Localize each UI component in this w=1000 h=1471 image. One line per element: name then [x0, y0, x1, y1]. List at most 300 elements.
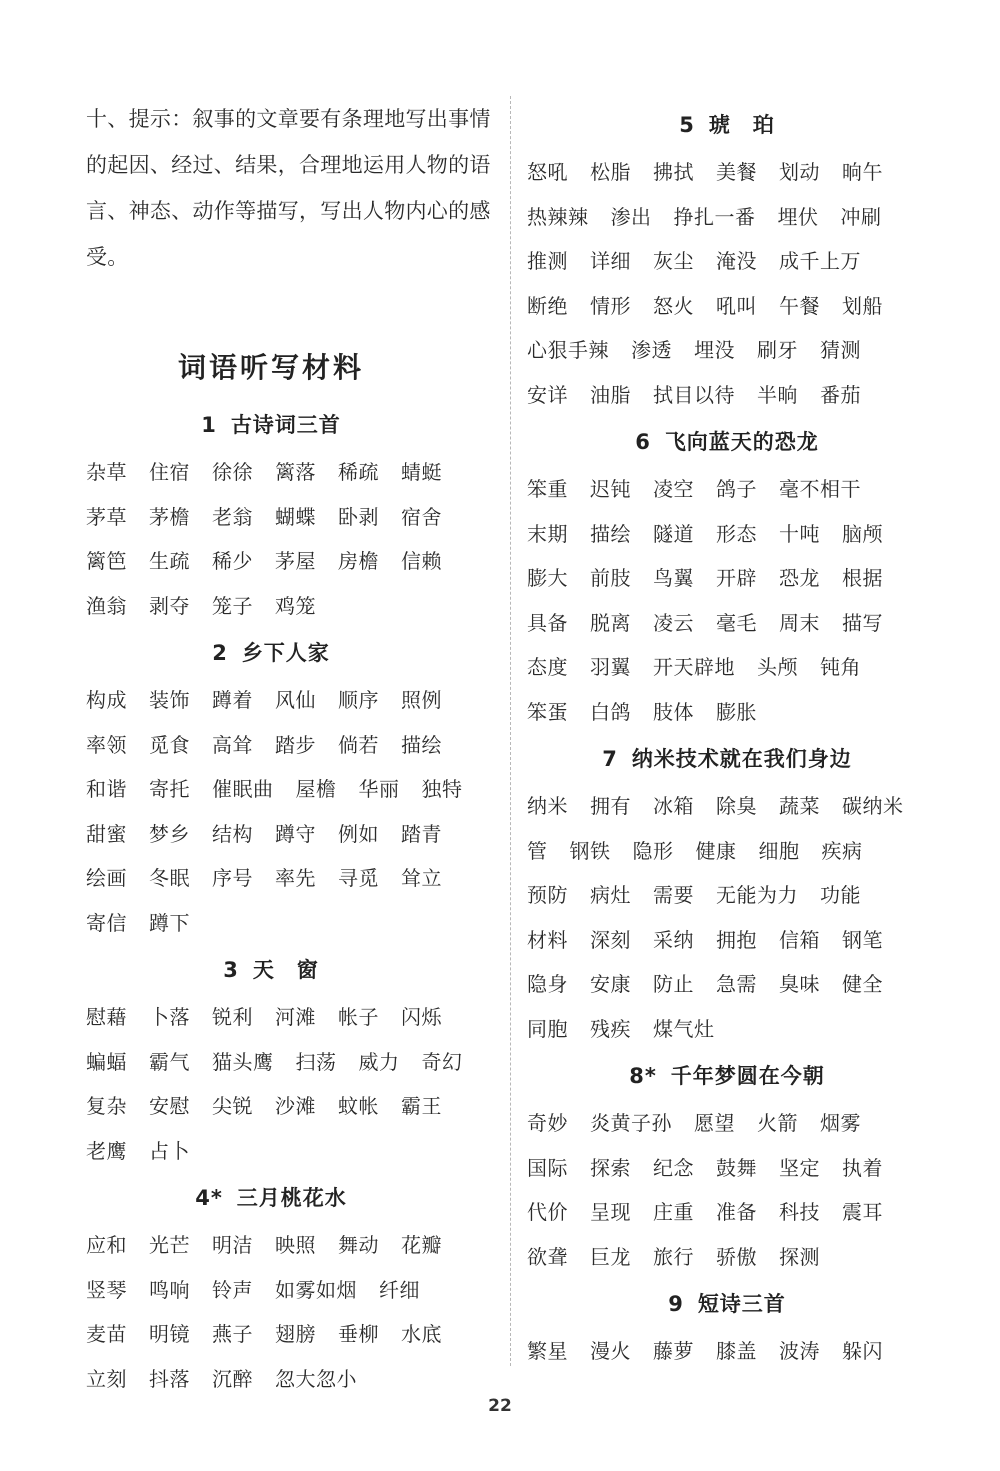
word-row — [86, 1040, 496, 1085]
lesson-section — [86, 400, 496, 628]
dictation-word: 鸟翼 — [653, 566, 694, 590]
dictation-word: 冰箱 — [653, 794, 694, 818]
dictation-word: 渗出 — [610, 204, 652, 229]
dictation-word: 屋檐 — [295, 777, 337, 801]
dictation-word: 霸气 — [149, 1049, 190, 1074]
dictation-word: 细胞 — [758, 838, 800, 863]
lesson-title-text: 乡下人家 — [241, 641, 330, 665]
dictation-word: 安康 — [590, 972, 631, 996]
page-number: 22 — [488, 1396, 512, 1416]
dictation-word: 成千上万 — [779, 249, 861, 273]
dictation-word: 觅食 — [149, 732, 190, 757]
dictation-word: 凌空 — [653, 477, 694, 501]
word-row — [527, 962, 937, 1007]
dictation-word: 刷牙 — [757, 338, 798, 362]
dictation-word: 拥抱 — [716, 927, 757, 952]
dictation-word: 心狠手辣 — [527, 338, 609, 362]
dictation-word: 蹲下 — [149, 910, 190, 935]
word-row — [86, 1357, 496, 1402]
word-row — [527, 1190, 937, 1235]
dictation-word: 笼子 — [212, 593, 253, 618]
dictation-word: 构成 — [86, 688, 127, 712]
word-row — [86, 812, 496, 857]
word-row — [86, 495, 496, 540]
lesson-number: 3 — [223, 958, 239, 982]
dictation-word: 残疾 — [590, 1016, 631, 1041]
dictation-word: 碳纳米 — [842, 794, 904, 818]
dictation-word: 寻觅 — [338, 866, 379, 890]
dictation-word: 波涛 — [779, 1339, 820, 1363]
dictation-word: 翅膀 — [275, 1322, 316, 1346]
dictation-word: 肢体 — [653, 699, 694, 724]
dictation-word: 沙滩 — [275, 1094, 316, 1118]
dictation-word: 明洁 — [212, 1233, 253, 1257]
dictation-word: 疾病 — [821, 838, 863, 863]
dictation-word: 闪烁 — [401, 1005, 442, 1029]
dictation-word: 梦乡 — [149, 821, 190, 846]
dictation-word: 划船 — [842, 293, 883, 318]
dictation-word: 松脂 — [590, 160, 631, 184]
lesson-number: 4* — [195, 1186, 223, 1210]
dictation-word: 抖落 — [149, 1366, 190, 1391]
dictation-word: 态度 — [527, 655, 568, 679]
dictation-word: 茅屋 — [275, 549, 316, 573]
lesson-title-text: 纳米技术就在我们身边 — [631, 747, 852, 771]
dictation-word: 推测 — [527, 249, 568, 273]
word-row — [86, 1129, 496, 1174]
dictation-word: 臭味 — [779, 972, 820, 996]
dictation-word: 隐身 — [527, 972, 568, 996]
dictation-word: 具备 — [527, 610, 568, 635]
dictation-word: 奇幻 — [421, 1049, 463, 1074]
dictation-word: 探测 — [779, 1244, 820, 1269]
dictation-word: 和谐 — [86, 777, 127, 801]
dictation-word: 房檐 — [338, 549, 379, 573]
dictation-word: 热辣辣 — [527, 204, 589, 229]
dictation-word: 踏步 — [275, 732, 316, 757]
word-row — [86, 584, 496, 629]
dictation-word: 羽翼 — [590, 655, 631, 679]
dictation-word: 扫荡 — [295, 1049, 337, 1074]
word-row — [527, 195, 937, 240]
dictation-word: 划动 — [779, 160, 820, 184]
dictation-word: 应和 — [86, 1233, 127, 1257]
dictation-word: 膨大 — [527, 566, 568, 590]
dictation-word: 半晌 — [757, 382, 798, 407]
dictation-word: 率领 — [86, 732, 127, 757]
dictation-word: 愿望 — [694, 1111, 735, 1135]
dictation-word: 前肢 — [590, 566, 631, 590]
dictation-word: 信箱 — [779, 927, 820, 952]
dictation-word: 篱笆 — [86, 549, 127, 573]
dictation-word: 脑颅 — [842, 521, 883, 546]
word-row — [86, 1223, 496, 1268]
word-row — [527, 1007, 937, 1052]
dictation-word: 卜落 — [149, 1005, 190, 1029]
dictation-word: 埋伏 — [777, 204, 819, 229]
dictation-word: 防止 — [653, 972, 694, 996]
dictation-word: 踏青 — [401, 821, 442, 846]
dictation-word: 寄托 — [149, 777, 190, 801]
lesson-section — [527, 417, 937, 734]
dictation-word: 欲聋 — [527, 1244, 568, 1269]
dictation-word: 健全 — [842, 972, 883, 996]
lesson-number: 9 — [668, 1292, 684, 1316]
dictation-word: 拭目以待 — [653, 382, 735, 407]
writing-tip-paragraph: 十、提示：叙事的文章要有条理地写出事情的起因、经过、结果，合理地运用人物的语言、神态、动作等描写，写出人物内心的感受。 — [86, 107, 491, 269]
dictation-word: 舞动 — [338, 1233, 379, 1257]
word-row — [86, 1084, 496, 1129]
dictation-word: 断绝 — [527, 293, 568, 318]
dictation-word: 煤气灶 — [653, 1016, 715, 1041]
dictation-word: 竖琴 — [86, 1277, 127, 1302]
dictation-word: 慰藉 — [86, 1005, 127, 1029]
dictation-word: 水底 — [401, 1322, 442, 1346]
dictation-word: 燕子 — [212, 1322, 253, 1346]
lesson-section — [86, 628, 496, 945]
dictation-word: 奇妙 — [527, 1111, 568, 1135]
dictation-word: 吼叫 — [716, 293, 757, 318]
word-row — [86, 1312, 496, 1357]
dictation-word: 风仙 — [275, 688, 316, 712]
lesson-section — [527, 734, 937, 1051]
dictation-word: 灰尘 — [653, 249, 694, 273]
dictation-word: 坚定 — [779, 1155, 820, 1180]
dictation-word: 猜测 — [820, 338, 861, 362]
word-row — [527, 556, 937, 601]
lesson-title — [86, 1173, 456, 1223]
dictation-word: 蝙蝠 — [86, 1049, 127, 1074]
dictation-word: 序号 — [212, 866, 253, 890]
dictation-word: 藤萝 — [653, 1339, 694, 1363]
lesson-title-text: 短诗三首 — [697, 1292, 786, 1316]
dictation-word: 形态 — [716, 521, 757, 546]
dictation-word: 预防 — [527, 883, 568, 907]
dictation-word: 火箭 — [757, 1111, 798, 1135]
dictation-word: 高耸 — [212, 732, 253, 757]
lesson-title — [527, 734, 927, 784]
dictation-word: 住宿 — [149, 460, 190, 484]
dictation-word: 描写 — [842, 610, 883, 635]
dictation-word: 安慰 — [149, 1094, 190, 1118]
dictation-word: 深刻 — [590, 927, 631, 952]
dictation-word: 拥有 — [590, 794, 631, 818]
dictation-word: 科技 — [779, 1200, 820, 1224]
dictation-word: 顺序 — [338, 688, 379, 712]
dictation-word: 美餐 — [716, 160, 757, 184]
page-title: 词语听写材料 — [177, 351, 364, 384]
dictation-word: 独特 — [421, 777, 463, 801]
dictation-word: 笨重 — [527, 477, 568, 501]
word-row — [527, 690, 937, 735]
dictation-word: 杂草 — [86, 460, 127, 484]
dictation-word: 病灶 — [590, 883, 631, 907]
word-row — [527, 784, 937, 829]
lesson-title — [527, 100, 927, 150]
lesson-number: 8* — [629, 1064, 657, 1088]
dictation-word: 漫火 — [590, 1339, 631, 1363]
dictation-word: 埋没 — [694, 338, 735, 362]
word-row — [527, 601, 937, 646]
left-sections — [86, 400, 496, 1401]
dictation-word: 徐徐 — [212, 460, 253, 484]
dictation-word: 篱落 — [275, 460, 316, 484]
dictation-word: 卧剥 — [338, 504, 379, 529]
dictation-word: 鸽子 — [716, 477, 757, 501]
word-row — [527, 328, 937, 373]
dictation-word: 钝角 — [820, 655, 861, 679]
dictation-word: 钢铁 — [569, 838, 611, 863]
dictation-word: 躲闪 — [842, 1339, 883, 1363]
dictation-word: 锐利 — [212, 1005, 253, 1029]
dictation-word: 冬眠 — [149, 866, 190, 890]
dictation-word: 沉醉 — [212, 1366, 253, 1391]
dictation-word: 冲刷 — [840, 204, 882, 229]
dictation-word: 照例 — [401, 688, 442, 712]
lesson-title-text: 飞向蓝天的恐龙 — [664, 430, 819, 454]
dictation-word: 茅草 — [86, 504, 127, 529]
lesson-title-text: 天 窗 — [252, 958, 319, 982]
dictation-word: 渗透 — [631, 338, 672, 362]
dictation-word: 麦苗 — [86, 1322, 127, 1346]
lesson-title — [86, 400, 456, 450]
dictation-word: 结构 — [212, 821, 253, 846]
dictation-word: 炎黄子孙 — [590, 1111, 672, 1135]
dictation-word: 需要 — [653, 883, 694, 907]
left-column — [86, 0, 496, 1401]
lesson-number: 5 — [679, 113, 695, 137]
lesson-title-text: 古诗词三首 — [230, 413, 341, 437]
dictation-word: 同胞 — [527, 1016, 568, 1041]
dictation-word: 怒火 — [653, 293, 694, 318]
word-row — [86, 539, 496, 584]
dictation-word: 明镜 — [149, 1322, 190, 1346]
word-row — [527, 1235, 937, 1280]
dictation-word: 庄重 — [653, 1200, 694, 1224]
word-row — [527, 645, 937, 690]
lesson-number: 6 — [635, 430, 651, 454]
word-row — [527, 467, 937, 512]
dictation-word: 描绘 — [401, 732, 442, 757]
dictation-word: 复杂 — [86, 1094, 127, 1118]
dictation-word: 晌午 — [842, 160, 883, 184]
dictation-word: 无能为力 — [716, 883, 798, 907]
word-row — [527, 373, 937, 418]
dictation-word: 铃声 — [212, 1277, 253, 1302]
dictation-word: 蹲着 — [212, 688, 253, 712]
dictation-word: 膨胀 — [716, 699, 757, 724]
dictation-word: 开辟 — [716, 566, 757, 590]
dictation-word: 霸王 — [401, 1094, 442, 1118]
lesson-number: 7 — [602, 747, 618, 771]
right-sections — [527, 100, 937, 1374]
dictation-word: 安详 — [527, 382, 568, 407]
dictation-word: 拂拭 — [653, 160, 694, 184]
dictation-word: 白鸽 — [590, 699, 631, 724]
dictation-word: 执着 — [842, 1155, 883, 1180]
dictation-word: 除臭 — [716, 794, 757, 818]
dictation-word: 纳米 — [527, 794, 568, 818]
dictation-word: 倘若 — [338, 732, 379, 757]
dictation-word: 健康 — [695, 838, 737, 863]
dictation-word: 急需 — [716, 972, 757, 996]
dictation-word: 巨龙 — [590, 1244, 631, 1269]
dictation-word: 茅檐 — [149, 504, 190, 529]
word-row — [527, 918, 937, 963]
dictation-word: 准备 — [716, 1200, 757, 1224]
dictation-word: 蔬菜 — [779, 794, 820, 818]
dictation-word: 河滩 — [275, 1005, 316, 1029]
dictation-word: 垂柳 — [338, 1322, 379, 1346]
word-row — [527, 1146, 937, 1191]
word-row — [86, 995, 496, 1040]
word-row — [527, 512, 937, 557]
dictation-word: 占卜 — [149, 1138, 190, 1163]
word-row — [86, 723, 496, 768]
dictation-word: 鸡笼 — [275, 593, 316, 618]
word-row — [86, 901, 496, 946]
dictation-word: 详细 — [590, 249, 631, 273]
dictation-word: 凌云 — [653, 610, 694, 635]
dictation-word: 甜蜜 — [86, 821, 127, 846]
column-divider — [510, 96, 511, 1366]
dictation-word: 率先 — [275, 866, 316, 890]
dictation-word: 映照 — [275, 1233, 316, 1257]
dictation-word: 脱离 — [590, 610, 631, 635]
dictation-word: 装饰 — [149, 688, 190, 712]
dictation-word: 挣扎一番 — [673, 204, 756, 229]
dictation-word: 猫头鹰 — [212, 1049, 274, 1074]
dictation-word: 隐形 — [632, 838, 674, 863]
lesson-title — [86, 945, 456, 995]
lesson-title-text: 三月桃花水 — [236, 1186, 347, 1210]
dictation-word: 周末 — [779, 610, 820, 635]
dictation-word: 材料 — [527, 927, 568, 952]
dictation-word: 旅行 — [653, 1244, 694, 1269]
dictation-word: 繁星 — [527, 1339, 568, 1363]
dictation-word: 开天辟地 — [653, 655, 735, 679]
right-column — [527, 0, 937, 1374]
dictation-word: 探索 — [590, 1155, 631, 1180]
dictation-word: 帐子 — [338, 1005, 379, 1029]
dictation-word: 稀少 — [212, 549, 253, 573]
dictation-word: 隧道 — [653, 521, 694, 546]
dictation-word: 采纳 — [653, 927, 694, 952]
dictation-word: 渔翁 — [86, 593, 127, 618]
dictation-word: 宿舍 — [401, 504, 442, 529]
lesson-number: 2 — [212, 641, 228, 665]
dictation-word: 怒吼 — [527, 160, 568, 184]
dictation-word: 迟钝 — [590, 477, 631, 501]
dictation-word: 代价 — [527, 1200, 568, 1224]
dictation-word: 番茄 — [820, 382, 861, 407]
dictation-word: 管 — [527, 838, 548, 863]
dictation-word: 威力 — [358, 1049, 400, 1074]
lesson-title-text: 千年梦圆在今朝 — [670, 1064, 825, 1088]
dictation-word: 淹没 — [716, 249, 757, 273]
word-row — [527, 239, 937, 284]
dictation-word: 毫不相干 — [779, 477, 861, 501]
lesson-section — [527, 100, 937, 417]
dictation-word: 骄傲 — [716, 1244, 757, 1269]
word-row — [527, 284, 937, 329]
dictation-word: 呈现 — [590, 1200, 631, 1224]
dictation-word: 头颅 — [757, 655, 798, 679]
dictation-word: 耸立 — [401, 866, 442, 890]
dictation-word: 蜻蜓 — [401, 460, 442, 484]
dictation-word: 老翁 — [212, 504, 253, 529]
dictation-word: 花瓣 — [401, 1233, 442, 1257]
dictation-word: 午餐 — [779, 293, 820, 318]
dictation-word: 鸣响 — [149, 1277, 190, 1302]
dictation-word: 根据 — [842, 566, 883, 590]
dictation-word: 膝盖 — [716, 1339, 757, 1363]
dictation-word: 纤细 — [379, 1277, 420, 1302]
dictation-word: 华丽 — [358, 777, 400, 801]
dictation-word: 信赖 — [401, 549, 442, 573]
word-row — [527, 873, 937, 918]
dictation-word: 生疏 — [149, 549, 190, 573]
lesson-section — [86, 945, 496, 1173]
dictation-word: 油脂 — [590, 382, 631, 407]
lesson-title — [86, 628, 456, 678]
lesson-title — [527, 1279, 927, 1329]
dictation-word: 功能 — [820, 883, 861, 907]
dictation-word: 如雾如烟 — [275, 1277, 357, 1302]
dictation-word: 立刻 — [86, 1366, 127, 1391]
lesson-section — [527, 1279, 937, 1374]
word-row — [86, 767, 496, 812]
dictation-word: 震耳 — [842, 1200, 883, 1224]
dictation-word: 光芒 — [149, 1233, 190, 1257]
dictation-word: 蹲守 — [275, 821, 316, 846]
lesson-section — [527, 1051, 937, 1279]
word-row — [527, 1101, 937, 1146]
lesson-section — [86, 1173, 496, 1401]
dictation-word: 尖锐 — [212, 1094, 253, 1118]
word-row — [527, 829, 937, 874]
word-row — [527, 150, 937, 195]
dictation-word: 毫毛 — [716, 610, 757, 635]
lesson-number: 1 — [201, 413, 217, 437]
word-row — [86, 450, 496, 495]
dictation-word: 恐龙 — [779, 566, 820, 590]
dictation-word: 末期 — [527, 521, 568, 546]
dictation-word: 稀疏 — [338, 460, 379, 484]
lesson-title-text: 琥 珀 — [708, 113, 775, 137]
dictation-word: 剥夺 — [149, 593, 190, 618]
word-row — [86, 856, 496, 901]
word-row — [86, 678, 496, 723]
dictation-word: 蝴蝶 — [275, 504, 316, 529]
dictation-word: 烟雾 — [820, 1111, 861, 1135]
dictation-word: 情形 — [590, 293, 631, 318]
word-row — [527, 1329, 937, 1374]
word-row — [86, 1268, 496, 1313]
dictation-word: 催眠曲 — [212, 777, 274, 801]
lesson-title — [527, 417, 927, 467]
dictation-word: 老鹰 — [86, 1138, 127, 1163]
dictation-word: 描绘 — [590, 521, 631, 546]
dictation-word: 笨蛋 — [527, 699, 568, 724]
dictation-word: 鼓舞 — [716, 1155, 757, 1180]
dictation-word: 国际 — [527, 1155, 568, 1180]
dictation-word: 十吨 — [779, 521, 820, 546]
dictation-word: 寄信 — [86, 910, 127, 935]
dictation-word: 纪念 — [653, 1155, 694, 1180]
dictation-word: 钢笔 — [842, 927, 883, 952]
dictation-word: 蚊帐 — [338, 1094, 379, 1118]
